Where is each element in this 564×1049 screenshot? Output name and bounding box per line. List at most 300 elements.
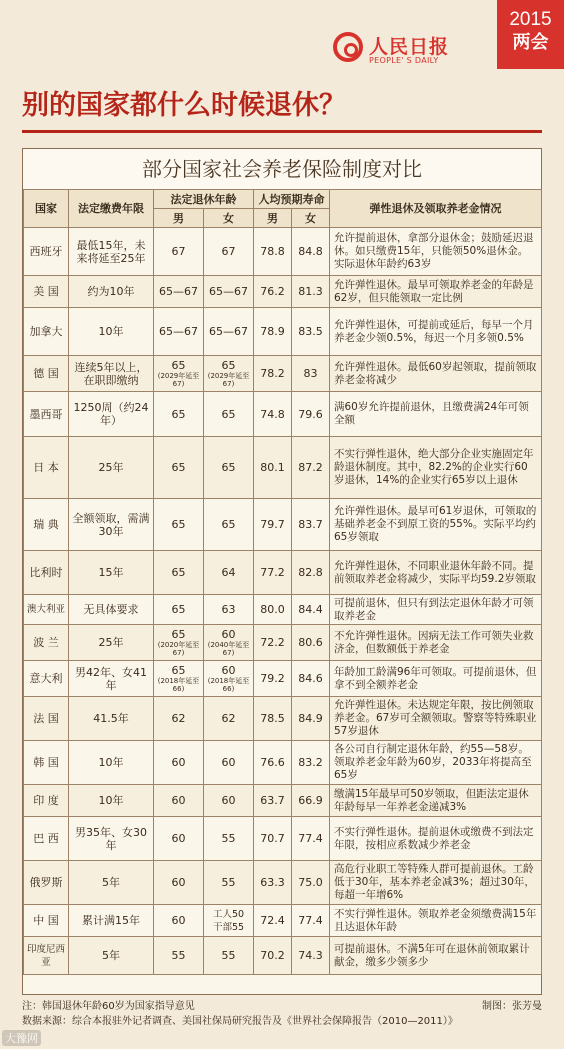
- cell-life-male: [254, 661, 292, 697]
- cell-flex-value: 允许提前退休，拿部分退休金；鼓励延迟退休。如只缴费15年，只能领50%退休金。实际退休年龄约63岁: [334, 232, 534, 270]
- cell-country-value: 韩 国: [33, 756, 59, 769]
- cell-life-male-value: 63.7: [260, 794, 285, 807]
- table-row: [24, 697, 542, 741]
- cell-flex-value: 不实行弹性退休。提前退休或缴费不到法定年限，按相应系数减少养老金: [334, 825, 534, 851]
- cell-flex-value: 各公司自行制定退休年龄，约55—58岁。领取养老金年龄为60岁，2033年将提高至65岁: [334, 743, 532, 781]
- cell-years: [69, 276, 154, 308]
- cell-flex: [330, 905, 542, 937]
- cell-retire-male: [154, 595, 204, 625]
- cell-retire-female-value: 55: [221, 832, 236, 845]
- cell-flex: [330, 595, 542, 625]
- cell-years: [69, 437, 154, 499]
- graphic-credit: 制图：张芳曼: [482, 1001, 542, 1012]
- cell-life-female-value: 81.3: [298, 285, 323, 298]
- cell-life-female-value: 84.9: [298, 712, 323, 725]
- cell-retire-female-value: 62: [221, 712, 236, 725]
- cell-flex-value: 缴满15年最早可50岁领取，但距法定退休年龄每早一年养老金递减3%: [334, 787, 529, 813]
- cell-retire-male-value: 65: [171, 359, 186, 372]
- cell-retire-female-value: 55: [221, 949, 236, 962]
- cell-flex-value: 不实行弹性退休，绝大部分企业实施固定年龄退休制度。其中，82.2%的企业实行60岁退休，14%的企业实行65岁以上退休: [334, 448, 534, 486]
- cell-retire-female-note: (2018年延至66): [207, 677, 250, 693]
- cell-life-male: [254, 228, 292, 276]
- cell-years-value: 15年: [98, 566, 124, 579]
- cell-life-female-value: 75.0: [298, 876, 323, 889]
- cell-country-value: 墨西哥: [29, 407, 63, 421]
- cell-country-value: 德 国: [33, 367, 59, 380]
- cell-life-female-value: 66.9: [298, 794, 323, 807]
- cell-life-male-value: 78.8: [260, 245, 285, 258]
- header-retire-male: 男: [154, 209, 204, 228]
- cell-retire-male: [154, 499, 204, 551]
- cell-life-female: [292, 817, 330, 861]
- cell-country: [24, 937, 69, 975]
- footnote: 注：韩国退休年龄60岁为国家指导意见: [22, 1001, 195, 1012]
- cell-years: [69, 499, 154, 551]
- cell-life-female: [292, 861, 330, 905]
- cell-flex: [330, 392, 542, 437]
- cell-retire-female-value: 60: [221, 628, 236, 641]
- cell-years-value: 5年: [102, 876, 120, 889]
- header-years: 法定缴费年限: [69, 190, 154, 228]
- cell-retire-male-value: 62: [171, 712, 186, 725]
- cell-flex: [330, 499, 542, 551]
- cell-years-value: 无具体要求: [83, 603, 139, 616]
- cell-life-female: [292, 499, 330, 551]
- cell-life-female: [292, 228, 330, 276]
- cell-country-value: 波 兰: [33, 636, 59, 649]
- cell-flex: [330, 785, 542, 817]
- cell-retire-female: [204, 661, 254, 697]
- table-row: [24, 861, 542, 905]
- page-title: 别的国家都什么时候退休？: [22, 90, 346, 121]
- cell-country: [24, 595, 69, 625]
- cell-retire-male-value: 60: [171, 832, 186, 845]
- cell-flex-value: 允许弹性退休。最早可61岁退休，可领取的基础养老金不到原工资的55%。实际平均约65岁领取: [334, 505, 537, 543]
- cell-retire-male-value: 60: [171, 794, 186, 807]
- cell-retire-female: [204, 595, 254, 625]
- cell-life-female-value: 83.2: [298, 756, 323, 769]
- cell-retire-female: [204, 937, 254, 975]
- cell-flex: [330, 308, 542, 356]
- cell-years-value: 连续5年以上，在职即缴纳: [74, 360, 148, 387]
- cell-retire-male: [154, 392, 204, 437]
- cell-retire-male-value: 60: [171, 756, 186, 769]
- cell-retire-female-value: 67: [221, 245, 236, 258]
- cell-life-female: [292, 785, 330, 817]
- cell-country-value: 中 国: [33, 914, 59, 927]
- cell-retire-male-value: 65—67: [159, 325, 198, 338]
- cell-retire-female-value: 65: [221, 407, 236, 421]
- cell-flex-value: 允许弹性退休。最早可领取养老金的年龄是62岁，但只能领取一定比例: [334, 278, 534, 304]
- cell-retire-female: [204, 356, 254, 392]
- cell-years: [69, 817, 154, 861]
- cell-retire-male: [154, 228, 204, 276]
- cell-retire-male-value: 65—67: [159, 285, 198, 298]
- cell-flex: [330, 697, 542, 741]
- cell-country: [24, 356, 69, 392]
- cell-flex: [330, 356, 542, 392]
- header: [0, 0, 564, 86]
- cell-country-value: 瑞 典: [33, 518, 59, 531]
- cell-country: [24, 661, 69, 697]
- cell-years: [69, 356, 154, 392]
- cell-life-female-value: 87.2: [298, 461, 323, 474]
- cell-country: [24, 905, 69, 937]
- cell-retire-male-value: 67: [171, 245, 186, 258]
- cell-country-value: 俄罗斯: [29, 876, 63, 889]
- cell-flex: [330, 228, 542, 276]
- cell-retire-female: [204, 861, 254, 905]
- cell-years: [69, 905, 154, 937]
- cell-years: [69, 595, 154, 625]
- cell-years-value: 最低15年，未来将延至25年: [76, 238, 146, 265]
- cell-life-male-value: 72.4: [260, 914, 285, 927]
- cell-country-value: 巴 西: [33, 832, 59, 845]
- cell-life-male-value: 80.1: [260, 461, 285, 474]
- cell-years: [69, 228, 154, 276]
- table-row: [24, 437, 542, 499]
- cell-flex-value: 允许弹性退休，可提前或延后，每早一个月养老金少领0.5%，每迟一个月多领0.5%: [334, 318, 534, 344]
- cell-years-value: 25年: [98, 636, 124, 649]
- comparison-table-frame: [22, 148, 542, 995]
- cell-life-female: [292, 392, 330, 437]
- cell-retire-male: [154, 356, 204, 392]
- cell-flex: [330, 861, 542, 905]
- cell-retire-male-value: 55: [171, 949, 186, 962]
- cell-retire-female-value: 65: [221, 461, 236, 474]
- cell-life-female-value: 84.4: [298, 603, 323, 616]
- cell-years-value: 41.5年: [93, 712, 129, 725]
- cell-retire-male-value: 65: [171, 664, 186, 677]
- table-row: [24, 905, 542, 937]
- cell-life-female: [292, 356, 330, 392]
- cell-retire-female-value: 65—67: [209, 325, 248, 338]
- cell-flex-value: 满60岁允许提前退休，且缴费满24年可领全额: [334, 401, 529, 426]
- cell-retire-male-value: 65: [171, 518, 186, 531]
- table-row: [24, 228, 542, 276]
- cell-years: [69, 861, 154, 905]
- cell-retire-male-value: 65: [171, 407, 186, 421]
- cell-flex-value: 年龄加工龄满96年可领取。可提前退休，但拿不到全额养老金: [334, 665, 537, 691]
- cell-retire-male: [154, 861, 204, 905]
- cell-country: [24, 437, 69, 499]
- cell-retire-male-value: 65: [171, 628, 186, 641]
- cell-flex: [330, 817, 542, 861]
- cell-life-male: [254, 356, 292, 392]
- cell-life-male: [254, 785, 292, 817]
- cell-years-value: 约为10年: [87, 285, 135, 298]
- cell-retire-male: [154, 661, 204, 697]
- cell-life-male: [254, 625, 292, 661]
- cell-life-female-value: 84.8: [298, 245, 323, 258]
- cell-retire-female-value: 65: [221, 518, 236, 531]
- table-row: [24, 276, 542, 308]
- table-row: [24, 937, 542, 975]
- table-row: [24, 785, 542, 817]
- cell-retire-male-value: 60: [171, 876, 186, 889]
- cell-retire-male-note: (2020年延至67): [157, 641, 200, 657]
- cell-country: [24, 392, 69, 437]
- cell-retire-female: [204, 276, 254, 308]
- cell-years: [69, 937, 154, 975]
- header-life-expectancy: 人均预期寿命: [254, 190, 330, 209]
- cell-life-female: [292, 937, 330, 975]
- cell-life-female: [292, 905, 330, 937]
- table-row: [24, 308, 542, 356]
- cell-retire-female-value: 60: [221, 664, 236, 677]
- cell-country: [24, 697, 69, 741]
- cell-years-value: 10年: [98, 325, 124, 338]
- cell-life-male: [254, 551, 292, 595]
- watermark: 大豫网: [2, 1030, 41, 1046]
- cell-flex: [330, 741, 542, 785]
- table-row: [24, 817, 542, 861]
- cell-years-value: 10年: [98, 794, 124, 807]
- cell-retire-female-value: 65—67: [209, 285, 248, 298]
- table-row: [24, 392, 542, 437]
- data-source: 数据来源：综合本报驻外记者调查、美国社保局研究报告及《世界社会保障报告（2010—2011）》: [22, 1016, 458, 1027]
- cell-flex: [330, 437, 542, 499]
- cell-years: [69, 697, 154, 741]
- cell-life-female-value: 83.5: [298, 325, 323, 338]
- cell-retire-female: [204, 308, 254, 356]
- header-retire-age: 法定退休年龄: [154, 190, 254, 209]
- cell-flex-value: 允许弹性退休。最低60岁起领取，提前领取养老金将减少: [334, 360, 537, 386]
- cell-life-female: [292, 551, 330, 595]
- cell-years: [69, 625, 154, 661]
- at-sign-icon: [333, 32, 363, 62]
- cell-country-value: 印 度: [33, 794, 59, 807]
- cell-life-female-value: 83.7: [298, 518, 323, 531]
- badge-year: 2015: [509, 9, 552, 30]
- cell-flex: [330, 937, 542, 975]
- title-divider: [22, 130, 542, 133]
- cell-retire-male: [154, 551, 204, 595]
- cell-life-male: [254, 392, 292, 437]
- cell-life-male: [254, 276, 292, 308]
- year-badge: [497, 0, 564, 69]
- cell-country: [24, 276, 69, 308]
- header-country: 国家: [24, 190, 69, 228]
- cell-life-female-value: 84.6: [298, 672, 323, 685]
- cell-life-female: [292, 741, 330, 785]
- cell-life-male-value: 77.2: [260, 566, 285, 579]
- cell-retire-female: [204, 437, 254, 499]
- cell-retire-male: [154, 276, 204, 308]
- cell-flex-value: 允许弹性退休，不同职业退休年龄不同。提前领取养老金将减少，实际平均59.2岁领取: [334, 559, 536, 585]
- table-row: [24, 625, 542, 661]
- cell-life-female: [292, 697, 330, 741]
- cell-country: [24, 308, 69, 356]
- header-retire-female: 女: [204, 209, 254, 228]
- cell-life-female: [292, 276, 330, 308]
- header-flex: 弹性退休及领取养老金情况: [330, 190, 542, 228]
- cell-years-value: 累计满15年: [82, 914, 140, 927]
- cell-life-male: [254, 861, 292, 905]
- cell-years-value: 25年: [98, 461, 124, 474]
- cell-life-male-value: 78.2: [260, 367, 285, 380]
- cell-retire-male-note: (2018年延至66): [157, 677, 200, 693]
- cell-life-male-value: 76.6: [260, 756, 285, 769]
- cell-flex: [330, 625, 542, 661]
- cell-life-male-value: 63.3: [260, 876, 285, 889]
- cell-life-male-value: 78.9: [260, 325, 285, 338]
- cell-years: [69, 308, 154, 356]
- cell-country: [24, 785, 69, 817]
- cell-life-male: [254, 499, 292, 551]
- logo-english: PEOPLE' S DAILY: [369, 56, 439, 65]
- cell-life-male: [254, 817, 292, 861]
- cell-retire-male: [154, 697, 204, 741]
- cell-retire-female-note: (2040年延至67): [207, 641, 250, 657]
- cell-life-female-value: 83: [303, 367, 318, 380]
- cell-retire-male-value: 65: [171, 603, 186, 616]
- cell-retire-male-note: (2029年延至67): [157, 372, 200, 388]
- cell-life-male-value: 74.8: [260, 407, 285, 421]
- cell-retire-female: [204, 817, 254, 861]
- cell-retire-female: [204, 499, 254, 551]
- cell-life-male-value: 79.7: [260, 518, 285, 531]
- cell-retire-female: [204, 392, 254, 437]
- cell-flex-value: 不允许弹性退休。因病无法工作可领失业救济金，但数额低于养老金: [334, 629, 534, 655]
- cell-country-value: 澳大利亚: [27, 604, 66, 615]
- footer: [22, 1000, 542, 1029]
- cell-country: [24, 817, 69, 861]
- table-row: [24, 661, 542, 697]
- cell-life-male: [254, 697, 292, 741]
- cell-country-value: 美 国: [33, 285, 59, 298]
- cell-country: [24, 625, 69, 661]
- cell-country: [24, 228, 69, 276]
- cell-years: [69, 392, 154, 437]
- cell-retire-female: [204, 551, 254, 595]
- cell-country-value: 印度尼西亚: [27, 943, 66, 968]
- cell-retire-female-value: 63: [221, 603, 236, 616]
- cell-retire-female: [204, 625, 254, 661]
- cell-years-value: 男42年、女41年: [75, 665, 147, 692]
- cell-life-female: [292, 625, 330, 661]
- cell-country: [24, 861, 69, 905]
- cell-country-value: 西班牙: [29, 245, 63, 258]
- cell-life-male: [254, 937, 292, 975]
- cell-flex-value: 不实行弹性退休。领取养老金须缴费满15年且达退休年龄: [334, 907, 537, 933]
- cell-life-male-value: 76.2: [260, 285, 285, 298]
- table-row: [24, 356, 542, 392]
- cell-flex: [330, 661, 542, 697]
- cell-life-male-value: 80.0: [260, 603, 285, 616]
- cell-years: [69, 661, 154, 697]
- cell-life-male: [254, 741, 292, 785]
- people-daily-logo: [333, 26, 493, 74]
- cell-retire-male: [154, 817, 204, 861]
- cell-flex: [330, 276, 542, 308]
- cell-years-value: 男35年、女30年: [75, 825, 147, 852]
- cell-years-value: 1250周（约24年）: [73, 401, 149, 427]
- cell-retire-female: [204, 741, 254, 785]
- cell-retire-male: [154, 308, 204, 356]
- cell-retire-male: [154, 741, 204, 785]
- logo-chinese: 人民日报: [369, 36, 450, 58]
- cell-life-male: [254, 308, 292, 356]
- cell-retire-male: [154, 937, 204, 975]
- cell-retire-male: [154, 437, 204, 499]
- cell-life-female: [292, 437, 330, 499]
- cell-flex-value: 可提前退休。不满5年可在退休前领取累计献金，缴多少领多少: [334, 942, 530, 968]
- cell-country-value: 法 国: [33, 712, 59, 725]
- cell-flex-value: 高危行业职工等特殊人群可提前退休。工龄低于30年，基本养老金减3%；超过30年，每超一年增6%: [334, 863, 535, 901]
- cell-retire-female-value: 55: [221, 876, 236, 889]
- cell-retire-female-value: 65: [221, 359, 236, 372]
- cell-country-value: 比利时: [29, 566, 63, 579]
- cell-life-female-value: 77.4: [298, 914, 323, 927]
- cell-country: [24, 499, 69, 551]
- cell-life-female-value: 80.6: [298, 636, 323, 649]
- cell-retire-female-value: 64: [221, 566, 236, 579]
- cell-life-female-value: 77.4: [298, 832, 323, 845]
- cell-life-female-value: 82.8: [298, 566, 323, 579]
- cell-retire-male-value: 65: [171, 461, 186, 474]
- cell-years-value: 5年: [102, 949, 120, 962]
- table-row: [24, 741, 542, 785]
- header-life-female: 女: [292, 209, 330, 228]
- cell-years-value: 10年: [98, 756, 124, 769]
- cell-years: [69, 785, 154, 817]
- cell-life-female: [292, 595, 330, 625]
- cell-retire-female-value: 工人50 干部55: [212, 908, 245, 933]
- cell-flex: [330, 551, 542, 595]
- cell-years: [69, 551, 154, 595]
- cell-retire-male: [154, 785, 204, 817]
- cell-life-male-value: 70.2: [260, 949, 285, 962]
- cell-retire-female-value: 60: [221, 794, 236, 807]
- cell-retire-male: [154, 905, 204, 937]
- cell-life-female-value: 74.3: [298, 949, 323, 962]
- cell-country: [24, 551, 69, 595]
- cell-life-female: [292, 661, 330, 697]
- comparison-table: [23, 189, 542, 975]
- header-life-male: 男: [254, 209, 292, 228]
- table-row: [24, 551, 542, 595]
- cell-retire-male-value: 60: [171, 914, 186, 927]
- badge-label: 两会: [512, 32, 549, 53]
- cell-country-value: 加拿大: [29, 325, 63, 338]
- cell-flex-value: 可提前退休，但只有到法定退休年龄才可领取养老金: [334, 596, 534, 622]
- cell-life-male-value: 70.7: [260, 832, 285, 845]
- cell-retire-female: [204, 697, 254, 741]
- cell-retire-female: [204, 785, 254, 817]
- cell-life-male-value: 72.2: [260, 636, 285, 649]
- cell-life-male-value: 78.5: [260, 712, 285, 725]
- cell-retire-male-value: 65: [171, 566, 186, 579]
- table-row: [24, 595, 542, 625]
- cell-retire-female-value: 60: [221, 756, 236, 769]
- cell-flex-value: 允许弹性退休。未达规定年限，按比例领取养老金。67岁可全额领取。警察等特殊职业57岁退休: [334, 699, 537, 737]
- cell-country: [24, 741, 69, 785]
- cell-life-female: [292, 308, 330, 356]
- cell-retire-female: [204, 228, 254, 276]
- table-title: 部分国家社会养老保险制度对比: [23, 149, 541, 190]
- table-body: [24, 228, 542, 975]
- cell-retire-male: [154, 625, 204, 661]
- cell-years-value: 全额领取，需满30年: [72, 511, 150, 538]
- cell-life-male-value: 79.2: [260, 672, 285, 685]
- cell-retire-female: [204, 905, 254, 937]
- cell-country-value: 日 本: [33, 461, 59, 474]
- table-row: [24, 499, 542, 551]
- cell-country-value: 意大利: [29, 672, 63, 685]
- cell-life-female-value: 79.6: [298, 407, 323, 421]
- cell-retire-female-note: (2029年延至67): [207, 372, 250, 388]
